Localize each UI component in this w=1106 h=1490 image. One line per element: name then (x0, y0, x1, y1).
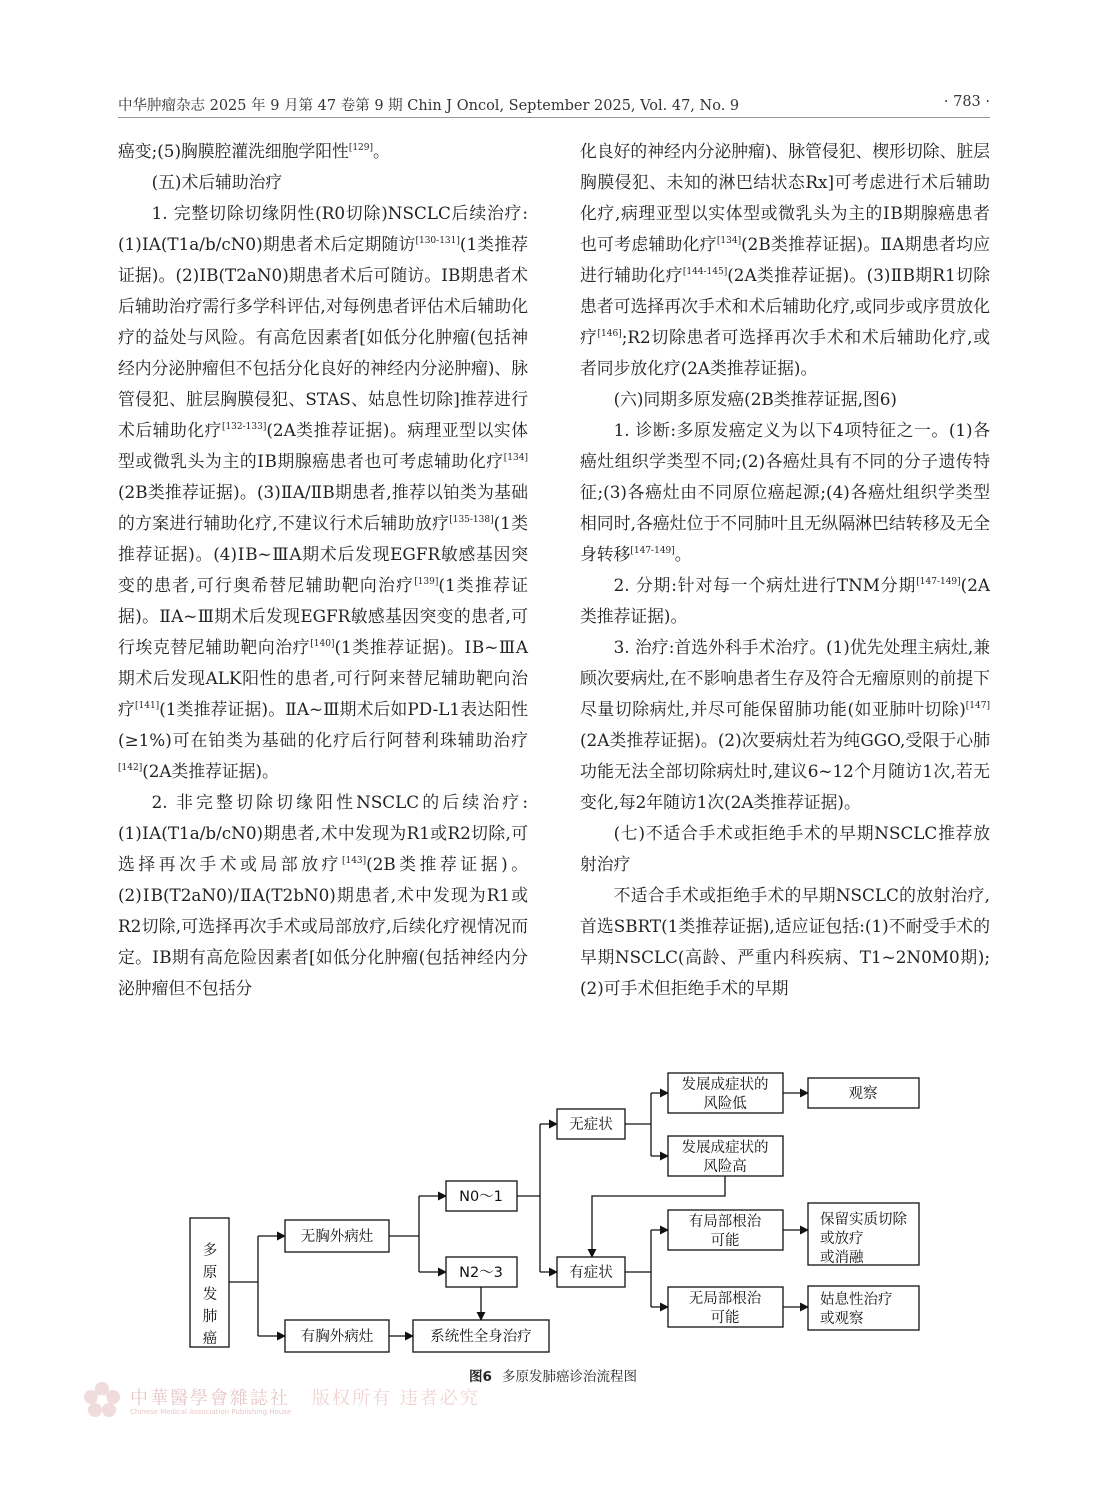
body-paragraph: 2. 分期:针对每一个病灶进行TNM分期[147-149](2A类推荐证据)。 (580, 575, 990, 626)
body-paragraph: 1. 完整切除切缘阴性(R0切除)NSCLC后续治疗:(1)ⅠA(T1a/b/cN0)期患者术后定期随访[130-131](1类推荐证据)。(2)ⅠB(T2aN0)期患者术后可随访。ⅠB期患者术后辅助治疗需行多学科评估,对每例患者评估术后辅助化疗的益处与风险。有高危因素者[如低分化肿瘤(包括神经内分泌肿瘤但不包括分化良好的神经内分泌肿瘤)、脉管侵犯、脏层胸膜侵犯、STAS、姑息性切除]推荐进行术后辅助化疗[132-133](2A类推荐证据)。病理亚型以实体型或微乳头为主的ⅠB期腺癌患者也可考虑辅助化疗[134](2B类推荐证据)。(3)ⅡA/ⅡB期患者,推荐以铂类为基础的方案进行辅助化疗,不建议行术后辅助放疗[135-138](1类推荐证据)。(4)ⅠB~ⅢA期术后发现EGFR敏感基因突变的患者,可行奥希替尼辅助靶向治疗[139](1类推荐证据)。ⅡA~Ⅲ期术后发现EGFR敏感基因突变的患者,可行埃克替尼辅助靶向治疗[140](1类推荐证据)。ⅠB~ⅢA期术后发现ALK阳性的患者,可行阿来替尼辅助靶向治疗[141](1类推荐证据)。ⅡA~Ⅲ期术后如PD-L1表达阳性(≥1%)可在铂类为基础的化疗后行阿替利珠辅助治疗[142](2A类推荐证据)。 (118, 203, 528, 781)
observe-label: 观察 (848, 1086, 878, 1102)
section-heading: (五)术后辅助治疗 (151, 172, 283, 192)
local-no-line: 无局部根治 (688, 1291, 762, 1307)
flower-logo-icon (82, 1380, 122, 1420)
section-heading: (七)不适合手术或拒绝手术的早期NSCLC推荐放射治疗 (580, 823, 990, 874)
treat-no-line: 或观察 (820, 1311, 864, 1327)
publisher-watermark (82, 1380, 502, 1430)
low-risk-line: 发展成症状的 (681, 1077, 769, 1093)
publisher-name-cn: 中華醫學會雜誌社 (130, 1388, 290, 1409)
root-char: 发 (202, 1287, 218, 1303)
figure-label: 图6 (469, 1369, 492, 1385)
treat-yes-line: 或消融 (820, 1250, 864, 1266)
local-yes-line: 可能 (710, 1233, 740, 1249)
local-no-line: 可能 (710, 1310, 740, 1326)
no-extra-label: 无胸外病灶 (300, 1229, 374, 1245)
asym-label: 无症状 (569, 1117, 613, 1133)
treat-yes-line: 保留实质切除 (820, 1212, 907, 1228)
body-paragraph: 3. 治疗:首选外科手术治疗。(1)优先处理主病灶,兼顾次要病灶,在不影响患者生存及符合无瘤原则的前提下尽量切除病灶,并尽可能保留肺功能(如亚肺叶切除)[147](2A类推荐证据)。(2)次要病灶若为纯GGO,受限于心肺功能无法全部切除病灶时,建议6~12个月随访1次,若无变化,每2年随访1次(2A类推荐证据)。 (580, 637, 990, 812)
treat-no-line: 姑息性治疗 (820, 1292, 893, 1308)
treat-yes-line: 或放疗 (820, 1231, 864, 1247)
high-risk-line: 发展成症状的 (681, 1140, 769, 1156)
root-char: 肺 (202, 1309, 218, 1325)
body-paragraph: 1. 诊断:多原发癌定义为以下4项特征之一。(1)各癌灶组织学类型不同;(2)各癌灶具有不同的分子遗传特征;(3)各癌灶由不同原位癌起源;(4)各癌灶组织学类型相同时,各癌灶位于不同肺叶且无纵隔淋巴结转移及无全身转移[147-149]。 (580, 420, 990, 564)
publisher-name-en: Chinese Medical Association Publishing House (130, 1408, 292, 1416)
root-char: 原 (202, 1265, 218, 1281)
n01-label: N0～1 (459, 1189, 503, 1205)
copyright-watermark: 版权所有 违者必究 (312, 1388, 480, 1409)
systemic-label: 系统性全身治疗 (430, 1329, 532, 1345)
section-heading: (六)同期多原发癌(2B类推荐证据,图6) (613, 389, 897, 409)
n23-label: N2～3 (459, 1265, 503, 1281)
root-char: 多 (202, 1243, 218, 1259)
local-yes-line: 有局部根治 (688, 1214, 762, 1230)
high-risk-line: 风险高 (703, 1159, 747, 1175)
body-paragraph: 2. 非完整切除切缘阳性NSCLC的后续治疗:(1)ⅠA(T1a/b/cN0)期患者,术中发现为R1或R2切除,可选择再次手术或局部放疗[143](2B类推荐证据)。(2)ⅠB(T2aN0)/ⅡA(T2bN0)期患者,术中发现为R1或R2切除,可选择再次手术或局部放疗,后续化疗视情况而定。ⅠB期有高危险因素者[如低分化肿瘤(包括神经内分泌肿瘤但不包括分 (118, 792, 528, 998)
body-paragraph: 化良好的神经内分泌肿瘤)、脉管侵犯、楔形切除、脏层胸膜侵犯、未知的淋巴结状态Rx]可考虑进行术后辅助化疗,病理亚型以实体型或微乳头为主的ⅠB期腺癌患者也可考虑辅助化疗[134](2B类推荐证据)。ⅡA期患者均应进行辅助化疗[144-145](2A类推荐证据)。(3)ⅡB期R1切除患者可选择再次手术和术后辅助化疗,或同步或序贯放化疗[146];R2切除患者可选择再次手术和术后辅助化疗,或者同步放化疗(2A类推荐证据)。 (580, 141, 990, 378)
box-root (190, 1218, 229, 1347)
journal-info: 中华肿瘤杂志 2025 年 9 月第 47 卷第 9 期 Chin J Oncol, September 2025, Vol. 47, No. 9 (118, 98, 740, 114)
root-char: 癌 (202, 1331, 218, 1347)
body-paragraph: 癌变;(5)胸膜腔灌洗细胞学阳性[129]。 (118, 141, 390, 161)
page-number: · 783 · (943, 94, 990, 110)
low-risk-line: 风险低 (703, 1096, 747, 1112)
has-extra-label: 有胸外病灶 (300, 1329, 374, 1345)
figure-title: 多原发肺癌诊治流程图 (501, 1369, 637, 1385)
body-paragraph: 不适合手术或拒绝手术的早期NSCLC的放射治疗,首选SBRT(1类推荐证据),适应证包括:(1)不耐受手术的早期NSCLC(高龄、严重内科疾病、T1~2N0M0期);(2)可手术但拒绝手术的早期 (580, 885, 990, 998)
sym-label: 有症状 (569, 1265, 613, 1281)
